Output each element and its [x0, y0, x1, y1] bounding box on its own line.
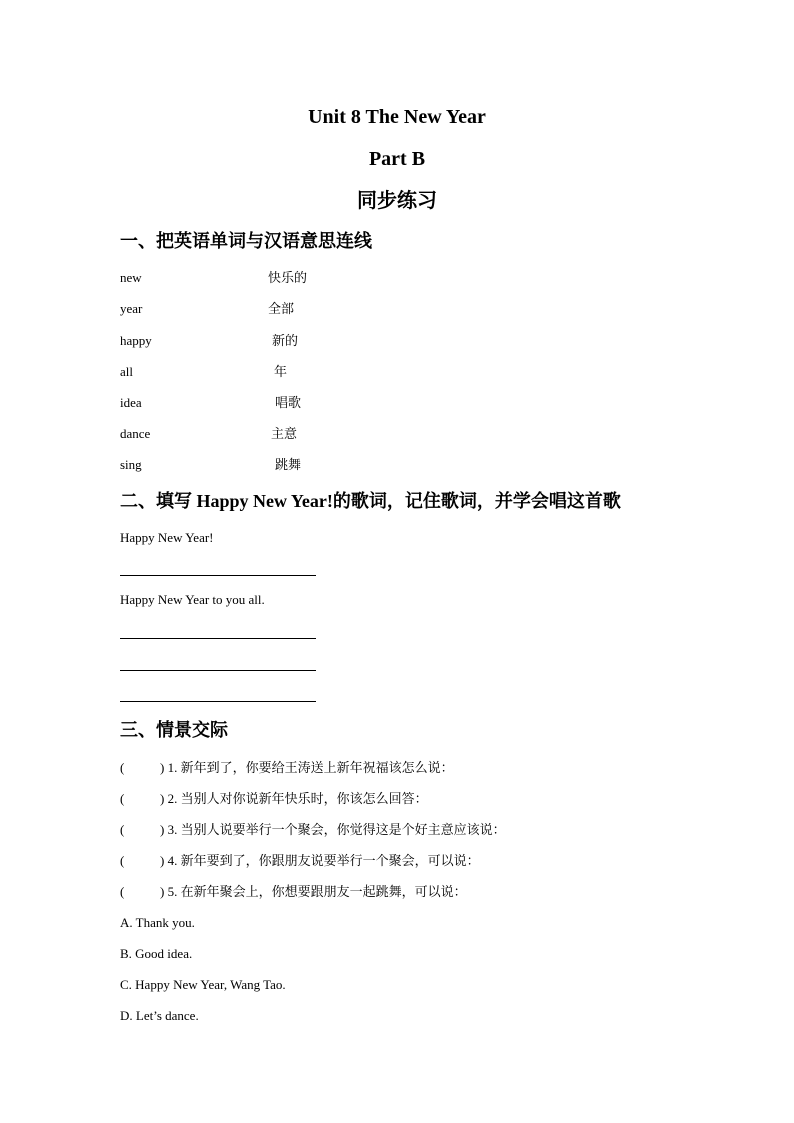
question-2: ) 2. 当别人对你说新年快乐时，你该怎么回答：: [160, 791, 428, 806]
section3-heading: 三、情景交际: [120, 720, 228, 740]
blank-line-1[interactable]: [120, 575, 316, 576]
answer-paren-4[interactable]: (: [120, 853, 125, 868]
english-word-idea: idea: [120, 395, 142, 410]
blank-line-2[interactable]: [120, 638, 316, 639]
chinese-word-2: 全部: [268, 301, 295, 316]
question-3: ) 3. 当别人说要举行一个聚会，你觉得这是个好主意应该说：: [160, 822, 506, 837]
chinese-word-4: 年: [274, 364, 288, 379]
answer-paren-3[interactable]: (: [120, 822, 125, 837]
chinese-word-6: 主意: [271, 426, 298, 441]
section1-heading: 一、把英语单词与汉语意思连线: [120, 231, 372, 251]
blank-line-4[interactable]: [120, 701, 316, 702]
question-5: ) 5. 在新年聚会上，你想要跟朋友一起跳舞，可以说：: [160, 884, 467, 899]
answer-paren-5[interactable]: (: [120, 884, 125, 899]
section2-heading: 二、填写 Happy New Year!的歌词，记住歌词，并学会唱这首歌: [120, 491, 621, 511]
option-d: D. Let’s dance.: [120, 1008, 199, 1023]
english-word-all: all: [120, 364, 133, 379]
english-word-sing: sing: [120, 457, 142, 472]
answer-paren-1[interactable]: (: [120, 760, 125, 775]
question-1: ) 1. 新年到了，你要给王涛送上新年祝福该怎么说：: [160, 760, 454, 775]
chinese-word-5: 唱歌: [275, 395, 302, 410]
lyric-line-2: Happy New Year to you all.: [120, 592, 265, 607]
chinese-word-7: 跳舞: [275, 457, 302, 472]
unit-title: Unit 8 The New Year: [308, 106, 486, 128]
chinese-word-1: 快乐的: [268, 270, 308, 285]
option-c: C. Happy New Year, Wang Tao.: [120, 977, 286, 992]
answer-paren-2[interactable]: (: [120, 791, 125, 806]
part-title: Part B: [368, 148, 426, 170]
option-b: B. Good idea.: [120, 946, 193, 961]
question-4: ) 4. 新年要到了，你跟朋友说要举行一个聚会，可以说：: [160, 853, 480, 868]
chinese-word-3: 新的: [272, 333, 299, 348]
lyric-line-1: Happy New Year!: [120, 530, 214, 545]
english-word-year: year: [120, 301, 143, 316]
exercise-title: 同步练习: [357, 190, 437, 212]
english-word-new: new: [120, 270, 142, 285]
english-word-dance: dance: [120, 426, 151, 441]
english-word-happy: happy: [120, 333, 152, 348]
option-a: A. Thank you.: [120, 915, 195, 930]
blank-line-3[interactable]: [120, 670, 316, 671]
